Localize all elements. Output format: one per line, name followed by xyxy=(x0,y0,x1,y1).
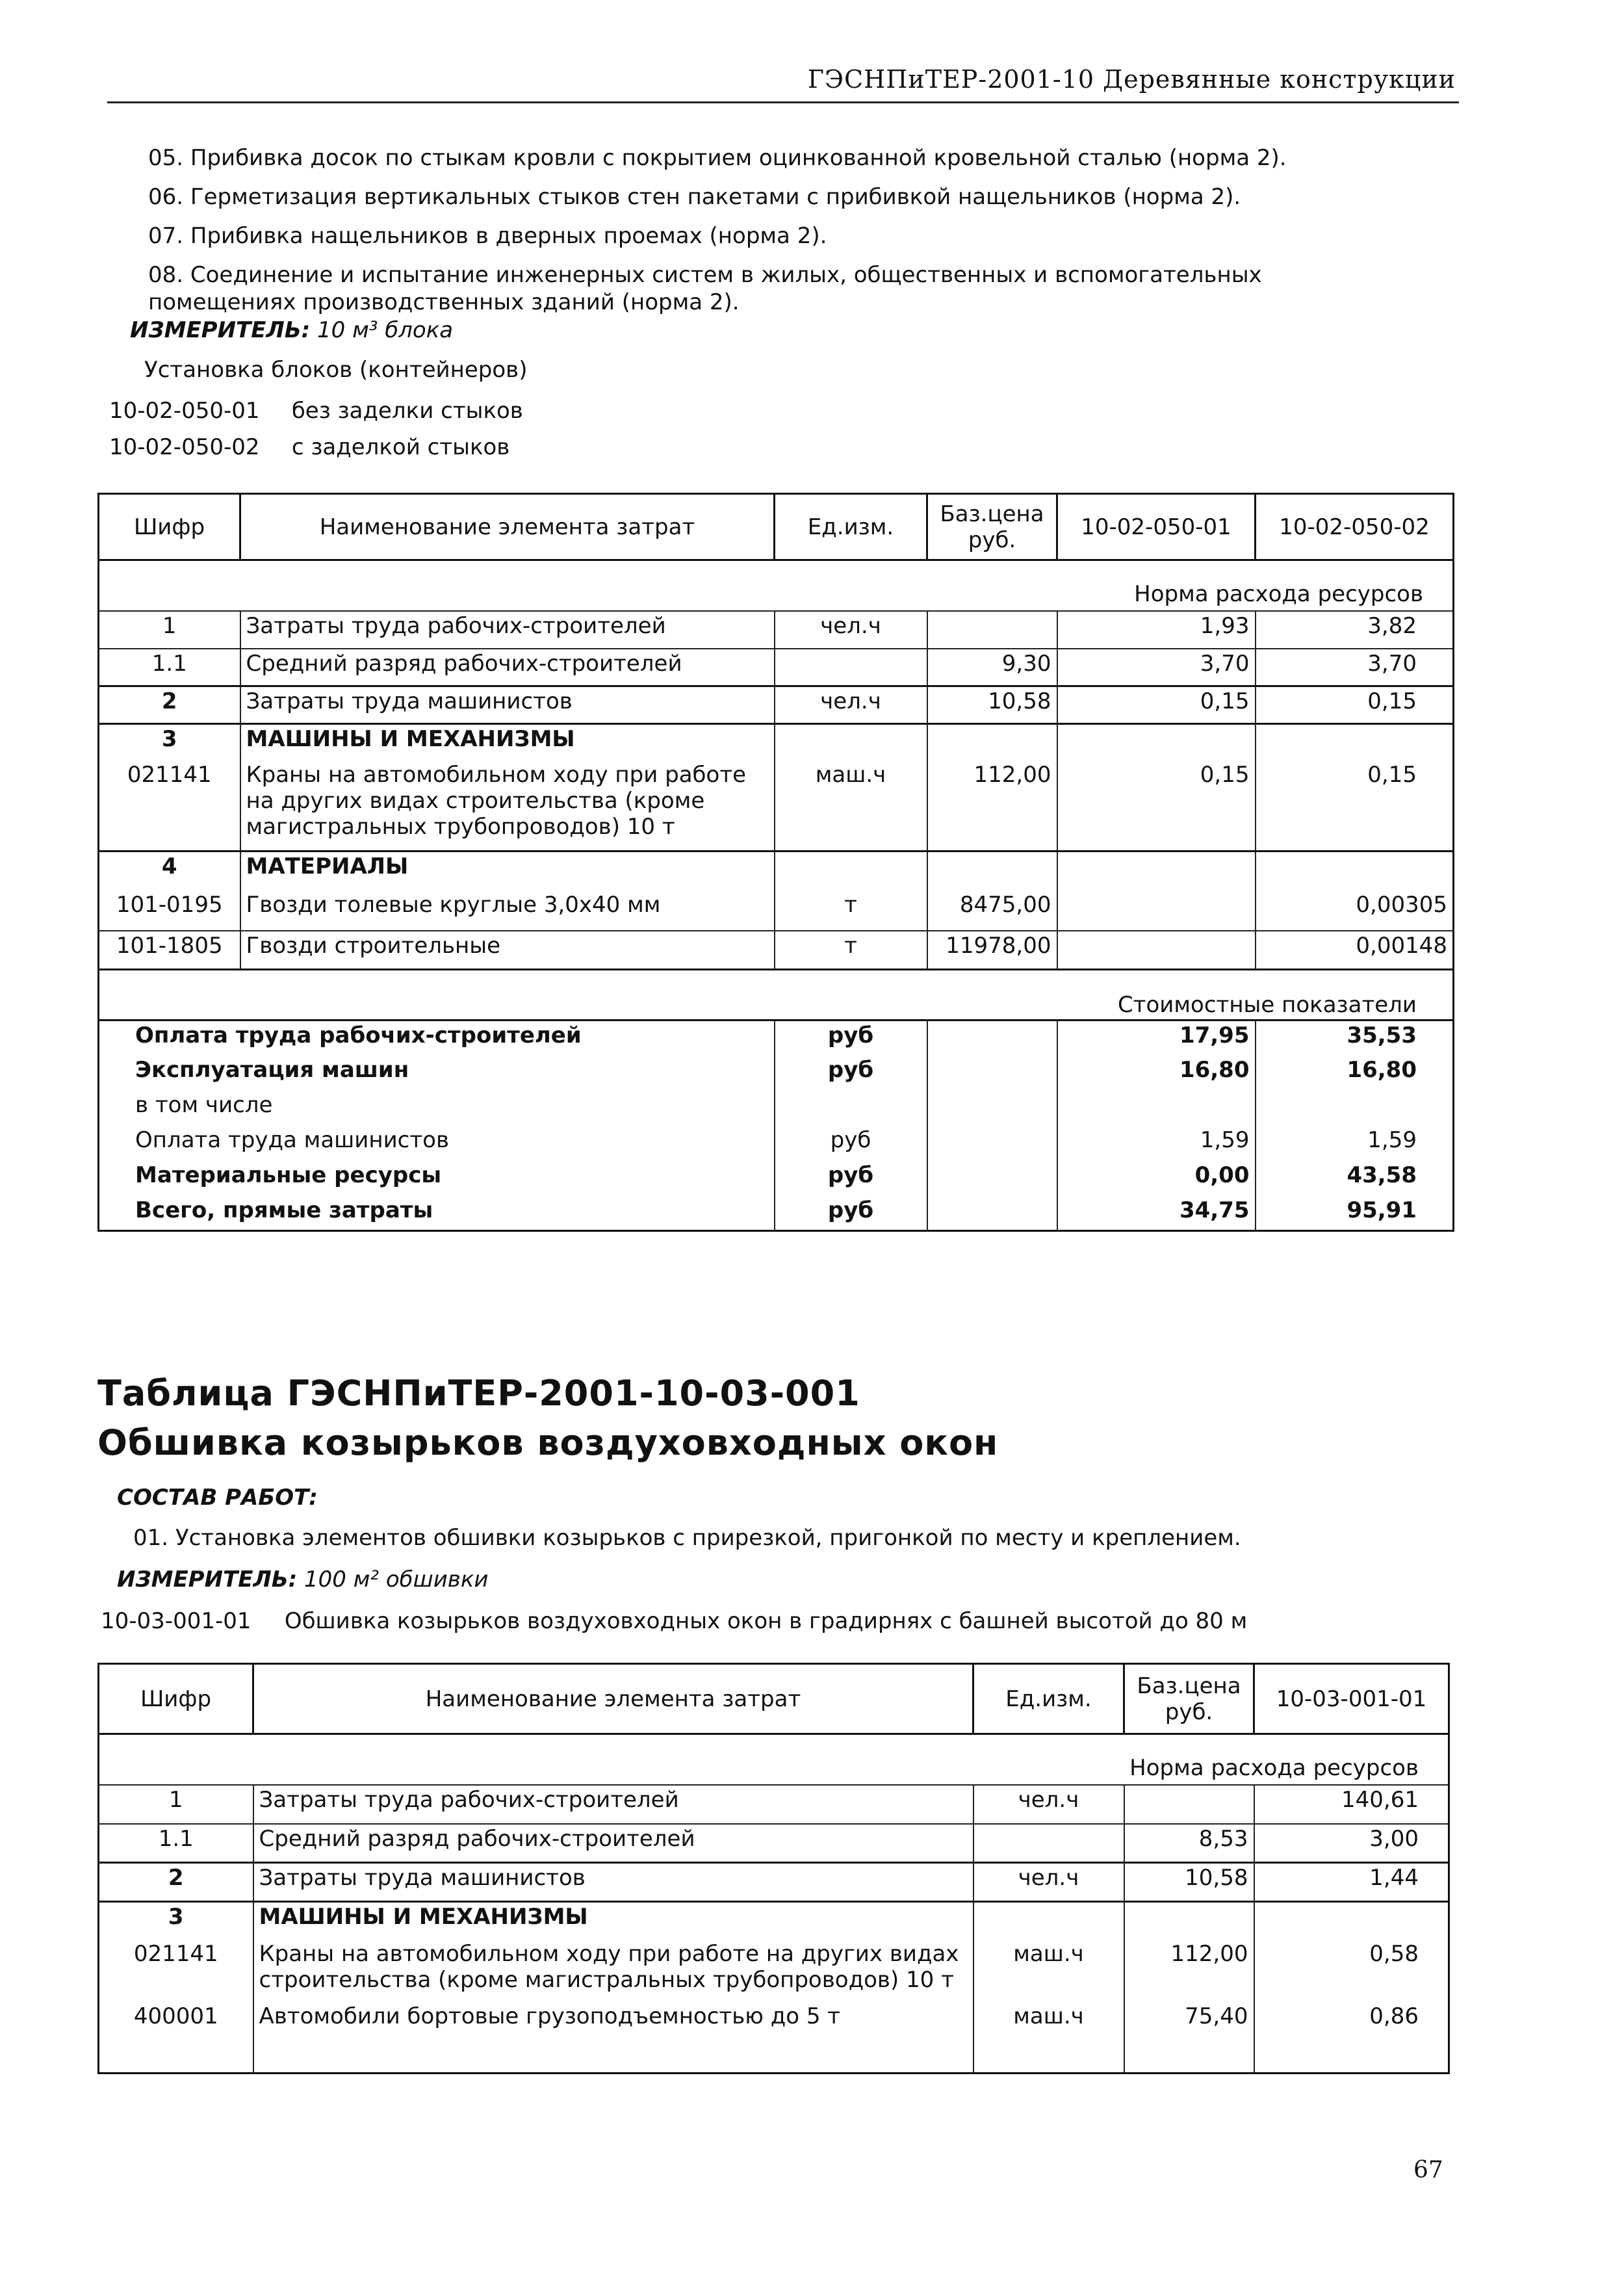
work-item: 07. Прибивка нащельников в дверных проемах (норма 2). xyxy=(148,223,827,249)
table-row: 1.1 Средний разряд рабочих-строителей 9,30 3,70 3,70 xyxy=(99,649,1454,686)
header-cell: Наименование элемента затрат xyxy=(253,1664,973,1734)
cost-caption-row xyxy=(99,991,1454,1020)
work-items-list xyxy=(148,144,1415,328)
work-item: 05. Прибивка досок по стыкам кровли с покрытием оцинкованной кровельной сталью (норма 2). xyxy=(148,145,1287,171)
table-row: 1 Затраты труда рабочих-строителей чел.ч 140,61 xyxy=(99,1785,1449,1824)
meter-value: 10 м³ блока xyxy=(317,317,454,343)
header-cell: Баз.цена руб. xyxy=(927,494,1057,560)
header-cell: 10-03-001-01 xyxy=(1254,1664,1449,1734)
code-list-2 xyxy=(101,1608,1247,1644)
table-row: 1 Затраты труда рабочих-строителей чел.ч 1,93 3,82 xyxy=(99,611,1454,649)
table-row: 4 МАТЕРИАЛЫ xyxy=(99,852,1454,890)
norm-code: 10-02-050-01 xyxy=(109,398,260,424)
work-item: 08. Соединение и испытание инженерных систем в жилых, общественных и вспомогательных помещениях производственных зданий (норма 2). xyxy=(148,262,1262,315)
cost-row: Эксплуатация машин руб 16,80 16,80 xyxy=(99,1056,1454,1091)
cost-row: Оплата труда рабочих-строителей руб 17,95 35,53 xyxy=(99,1020,1454,1056)
cost-row: в том числе xyxy=(99,1091,1454,1126)
cost-row: Всего, прямые затраты руб 34,75 95,91 xyxy=(99,1196,1454,1231)
header-cell: Ед.изм. xyxy=(973,1664,1124,1734)
header-cell: 10-02-050-02 xyxy=(1256,494,1454,560)
resource-table-1 xyxy=(97,493,1454,1232)
header-cell: Баз.цена руб. xyxy=(1124,1664,1254,1734)
table-row: 2 Затраты труда машинистов чел.ч 10,58 1,44 xyxy=(99,1863,1449,1902)
norm-desc: с заделкой стыков xyxy=(291,434,510,460)
norm-caption: Норма расхода ресурсов xyxy=(99,1754,1449,1785)
table-header-row xyxy=(99,494,1454,560)
norm-caption-row xyxy=(99,1754,1449,1785)
header-cell: Шифр xyxy=(99,1664,253,1734)
cost-row: Оплата труда машинистов руб 1,59 1,59 xyxy=(99,1126,1454,1161)
code-row xyxy=(101,1608,1247,1644)
meter-1 xyxy=(130,317,453,343)
work-item: 06. Герметизация вертикальных стыков стен пакетами с прибивкой нащельников (норма 2). xyxy=(148,184,1241,210)
meter-label: ИЗМЕРИТЕЛЬ: xyxy=(117,1566,298,1592)
table-row: 101-0195 Гвозди толевые круглые 3,0х40 мм т 8475,00 0,00305 xyxy=(99,890,1454,931)
norm-code: 10-02-050-02 xyxy=(109,434,260,460)
meter-value: 100 м² обшивки xyxy=(304,1566,489,1592)
table-row: 3 МАШИНЫ И МЕХАНИЗМЫ xyxy=(99,1902,1449,1940)
header-cell: 10-02-050-01 xyxy=(1057,494,1256,560)
resource-table-2 xyxy=(97,1663,1450,2074)
norm-caption-row xyxy=(99,580,1454,611)
header-cell: Наименование элемента затрат xyxy=(240,494,775,560)
table-row: 400001 Автомобили бортовые грузоподъемностью до 5 т маш.ч 75,40 0,86 xyxy=(99,2002,1449,2074)
table-title: Таблица ГЭСНПиТЕР-2001-10-03-001 xyxy=(97,1373,860,1414)
norm-caption: Норма расхода ресурсов xyxy=(99,580,1454,611)
table-header-row xyxy=(99,1664,1449,1734)
table-row: 2 Затраты труда машинистов чел.ч 10,58 0,15 0,15 xyxy=(99,686,1454,724)
table-row: 1.1 Средний разряд рабочих-строителей 8,53 3,00 xyxy=(99,1824,1449,1863)
running-title: ГЭСНПиТЕР-2001-10 Деревянные конструкции xyxy=(807,65,1456,94)
section-title: Установка блоков (контейнеров) xyxy=(144,357,528,383)
code-row xyxy=(109,434,523,471)
composition-label: СОСТАВ РАБОТ: xyxy=(117,1485,318,1511)
cost-row: Материальные ресурсы руб 0,00 43,58 xyxy=(99,1161,1454,1196)
meter-label: ИЗМЕРИТЕЛЬ: xyxy=(130,317,311,343)
header-cell: Шифр xyxy=(99,494,240,560)
running-header xyxy=(107,62,1459,103)
norm-desc: без заделки стыков xyxy=(291,398,523,424)
table-row: 3 МАШИНЫ И МЕХАНИЗМЫ xyxy=(99,724,1454,760)
norm-code: 10-03-001-01 xyxy=(101,1608,251,1634)
table-row: 101-1805 Гвозди строительные т 11978,00 0,00148 xyxy=(99,931,1454,970)
composition-item: 01. Установка элементов обшивки козырьков с прирезкой, пригонкой по месту и креплением. xyxy=(133,1525,1241,1551)
meter-2 xyxy=(117,1566,488,1592)
norm-desc: Обшивка козырьков воздуховходных окон в градирнях с башней высотой до 80 м xyxy=(284,1608,1248,1634)
header-cell: Ед.изм. xyxy=(775,494,927,560)
table-subtitle: Обшивка козырьков воздуховходных окон xyxy=(97,1422,999,1463)
code-list-1 xyxy=(109,398,523,471)
table-row: 021141 Краны на автомобильном ходу при работе на других видах строительства (кроме магистральных трубопроводов) 10 т маш.ч 112,00 0,58 xyxy=(99,1940,1449,2002)
table-row: 021141 Краны на автомобильном ходу при работе на других видах строительства (кроме магистральных трубопроводов) 10 т маш.ч 112,00 0,15 0,15 xyxy=(99,760,1454,852)
code-row xyxy=(109,398,523,434)
page-number: 67 xyxy=(1413,2157,1443,2183)
cost-caption: Стоимостные показатели xyxy=(99,991,1454,1020)
